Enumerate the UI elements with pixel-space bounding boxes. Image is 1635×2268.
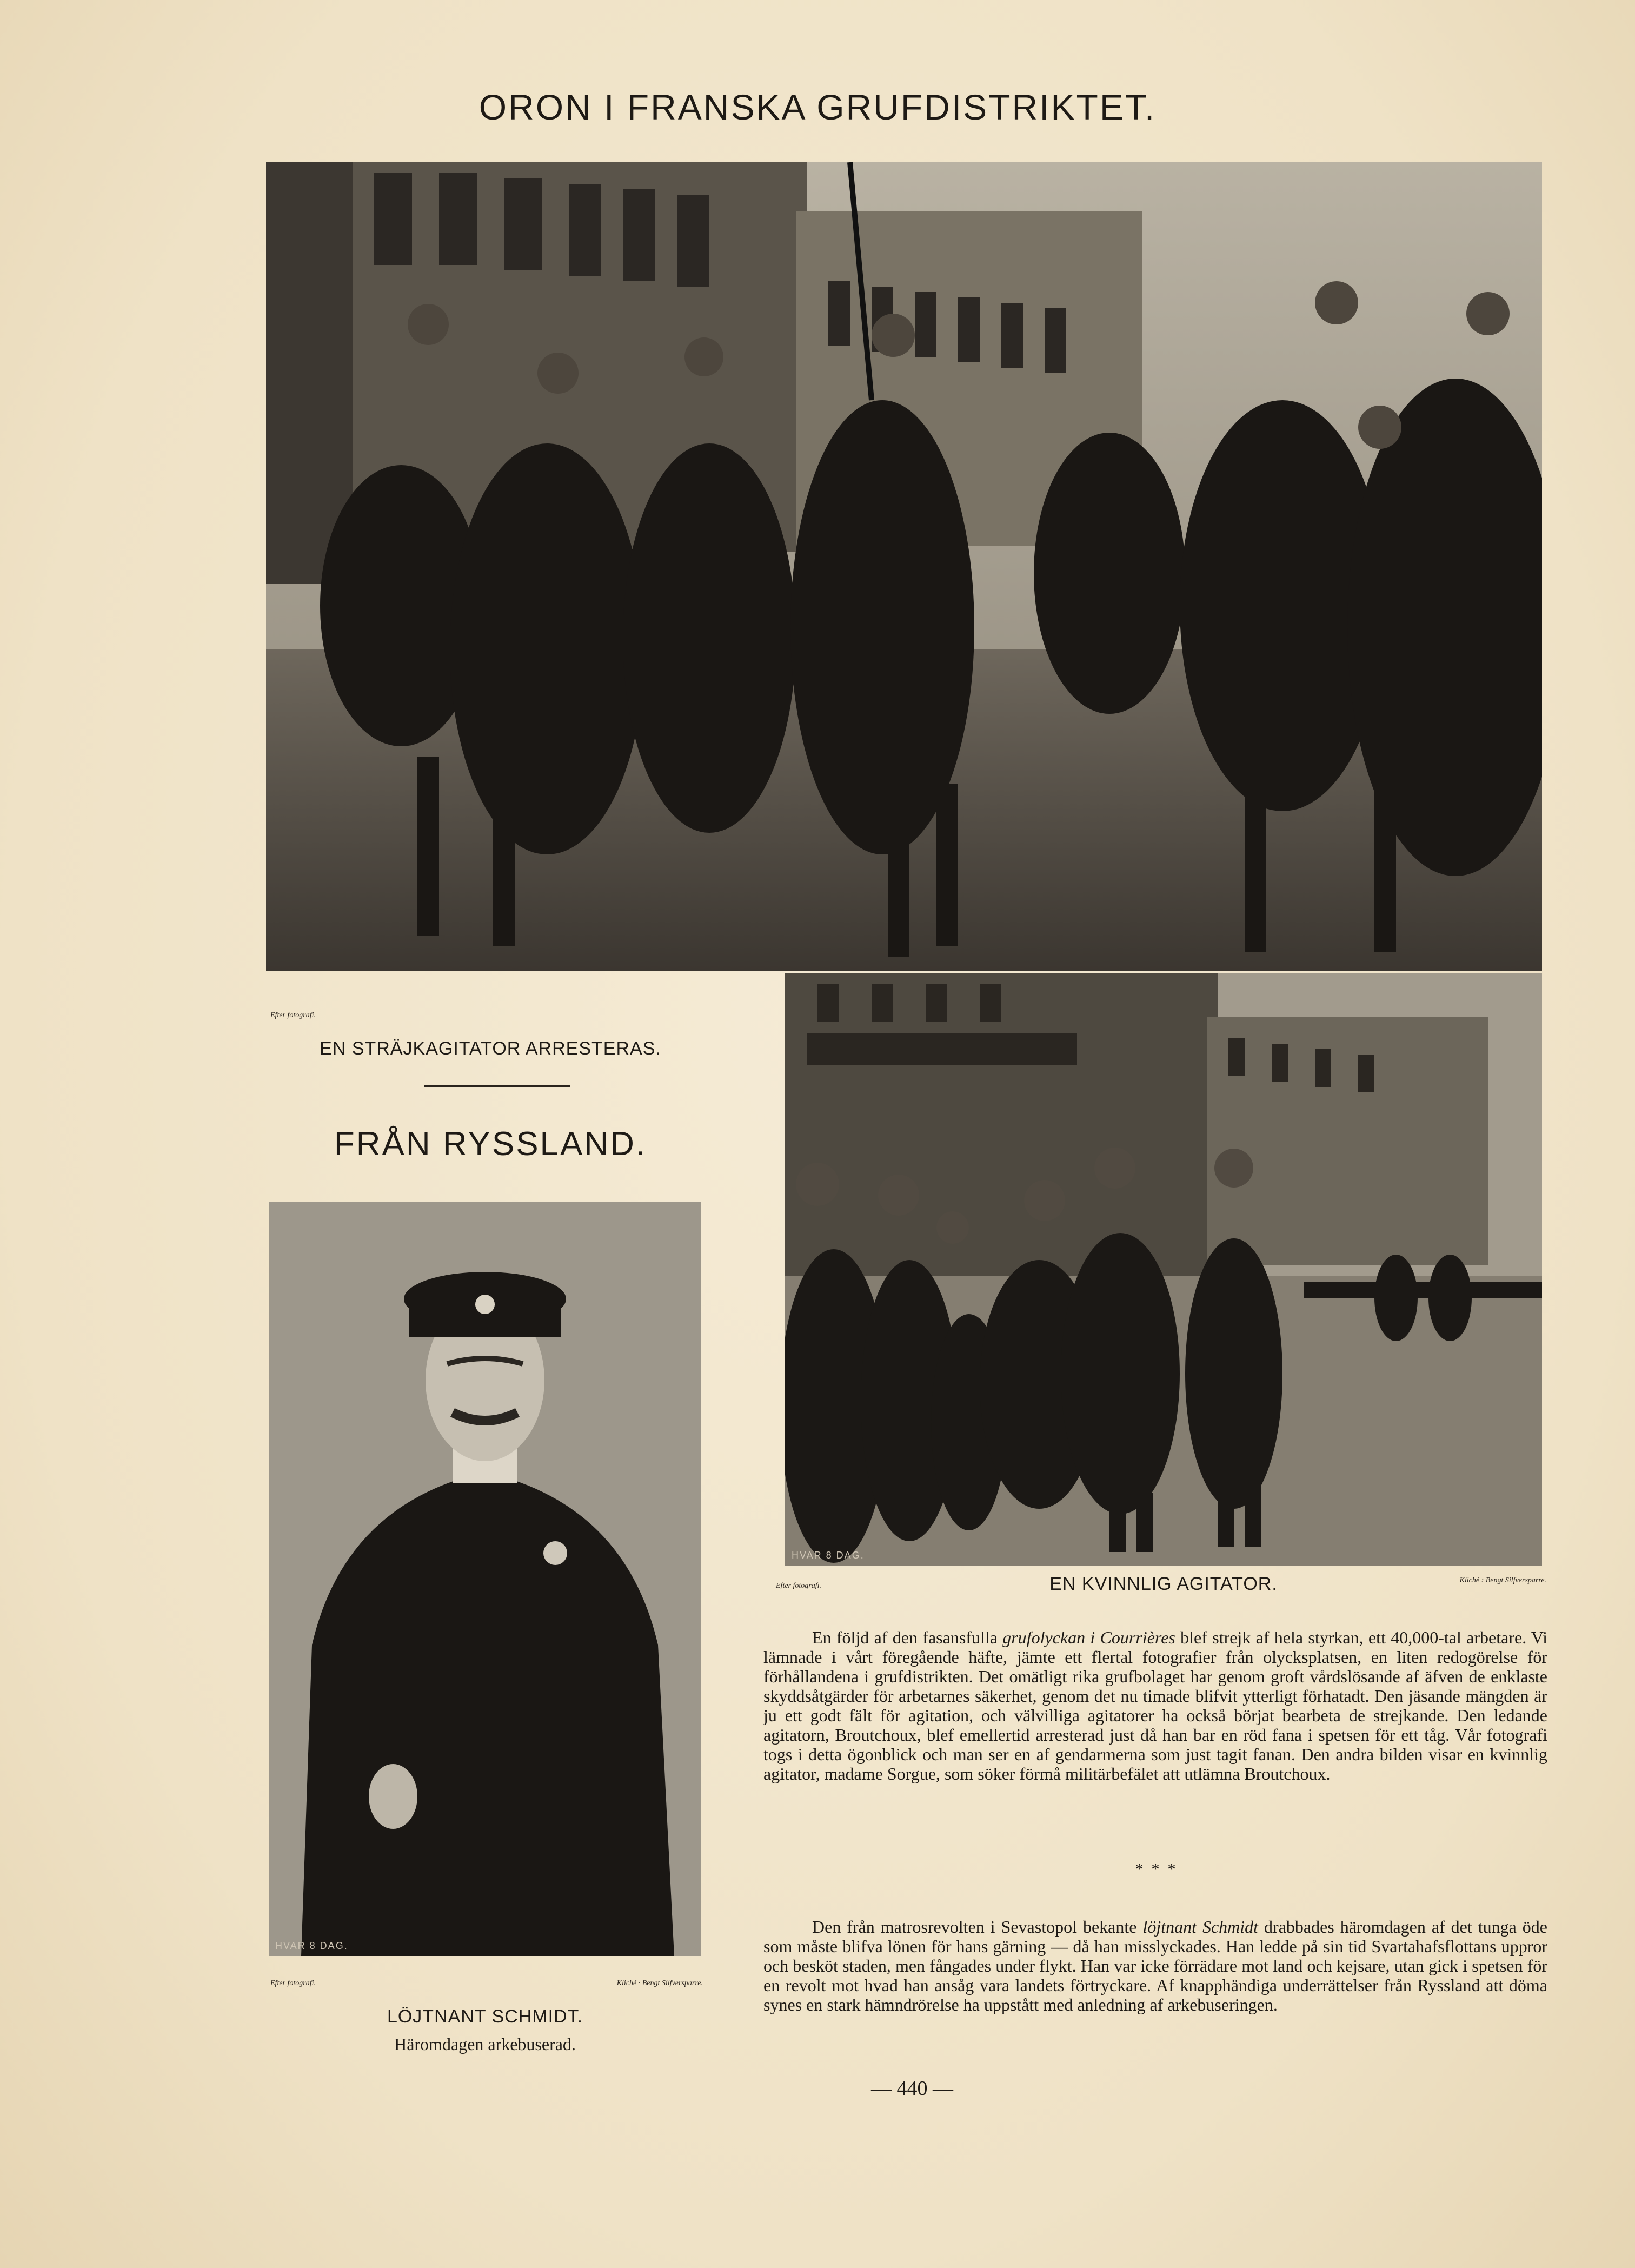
article-separator: * * * xyxy=(1135,1860,1176,1878)
article-schmidt-lead: Den från matrosrevolten i Sevastopol bekante xyxy=(812,1917,1143,1937)
photo-lieutenant-schmidt xyxy=(269,1202,701,1956)
article-schmidt-body: drabbades häromdagen af det tunga öde som måste blifva lönen för hans gärning — då han misslyckades. Han ledde på sin tid Svartahafsflottans uppror och besköt staden, men fångades under flykt. Han var icke förrädare mot land och kejsare, utan gick i spetsen för en revolt mot hvad han ansåg vara landets förtryckare. Af knapphändiga underrättelser från Ryssland att döma synes en stark hämndrörelse ha uppstått med anledning af arkebuseringen. xyxy=(763,1917,1548,2014)
photo-arrest-credit: Efter fotografi. xyxy=(270,1011,316,1019)
article-strike xyxy=(763,1628,1547,1783)
article-strike-body: blef strejk af hela styrkan, ett 40,000-tal arbetare. Vi lämnade i vårt föregående häfte, jämte ett flertal fotografier från olycksplatsen, en liten redogörelse för förhållandena i grufdistrikten. Det omätligt rika grufbolaget har genom groft vårdslösande af äfven de enklaste skyddsåtgärder för arbetarnes säkerhet, genom det nu timade blifvit ytterligt förhatadt. Den jäsande mängden är ju ett godt fält för agitation, och välvilliga agitatorer ha också börjat bearbeta de strejkande. Den ledande agitatorn, Broutchoux, blef emellertid arresterad just då han bar en röd fana i spetsen för ett tåg. Vår fotografi togs i detta ögonblick och man ser en af gendarmerna som just tagit fanan. Den andra bilden visar en kvinnlig agitator, madame Sorgue, som söker förmå militärbefälet att utlämna Broutchoux. xyxy=(763,1628,1547,1783)
schmidt-caption: LÖJTNANT SCHMIDT. xyxy=(387,2006,583,2027)
arrest-photo-image xyxy=(266,162,1542,971)
agitator-credit-right: Kliché : Bengt Silfversparre. xyxy=(1459,1576,1546,1584)
agitator-credit-left: Efter fotografi. xyxy=(776,1582,821,1590)
photo-arrest-caption: EN STRÄJKAGITATOR ARRESTERAS. xyxy=(320,1038,661,1059)
photo-arrest-scene xyxy=(266,162,1542,971)
agitator-caption: EN KVINNLIG AGITATOR. xyxy=(1049,1574,1278,1594)
photo-woman-agitator xyxy=(785,973,1542,1566)
section-heading: FRÅN RYSSLAND. xyxy=(334,1125,647,1163)
article-schmidt-emphasis: löjtnant Schmidt xyxy=(1142,1917,1259,1937)
agitator-photo-stamp: HVAR 8 DAG. xyxy=(792,1550,865,1561)
page-title: ORON I FRANSKA GRUFDISTRIKTET. xyxy=(478,87,1157,127)
schmidt-photo-stamp: HVAR 8 DAG. xyxy=(275,1940,348,1951)
schmidt-credit-right: Kliché · Bengt Silfversparre. xyxy=(616,1979,703,1987)
schmidt-subcaption: Häromdagen arkebuserad. xyxy=(394,2034,576,2054)
schmidt-credit-left: Efter fotografi. xyxy=(270,1979,316,1987)
article-strike-emphasis: grufolyckan i Courrières xyxy=(1002,1628,1175,1647)
page-number: — 440 — xyxy=(871,2077,953,2100)
article-schmidt xyxy=(763,1917,1547,2014)
agitator-photo-image xyxy=(785,973,1542,1566)
article-strike-lead: En följd af den fasansfulla xyxy=(812,1628,1003,1647)
caption-divider xyxy=(424,1085,570,1087)
schmidt-portrait-image xyxy=(269,1202,701,1956)
